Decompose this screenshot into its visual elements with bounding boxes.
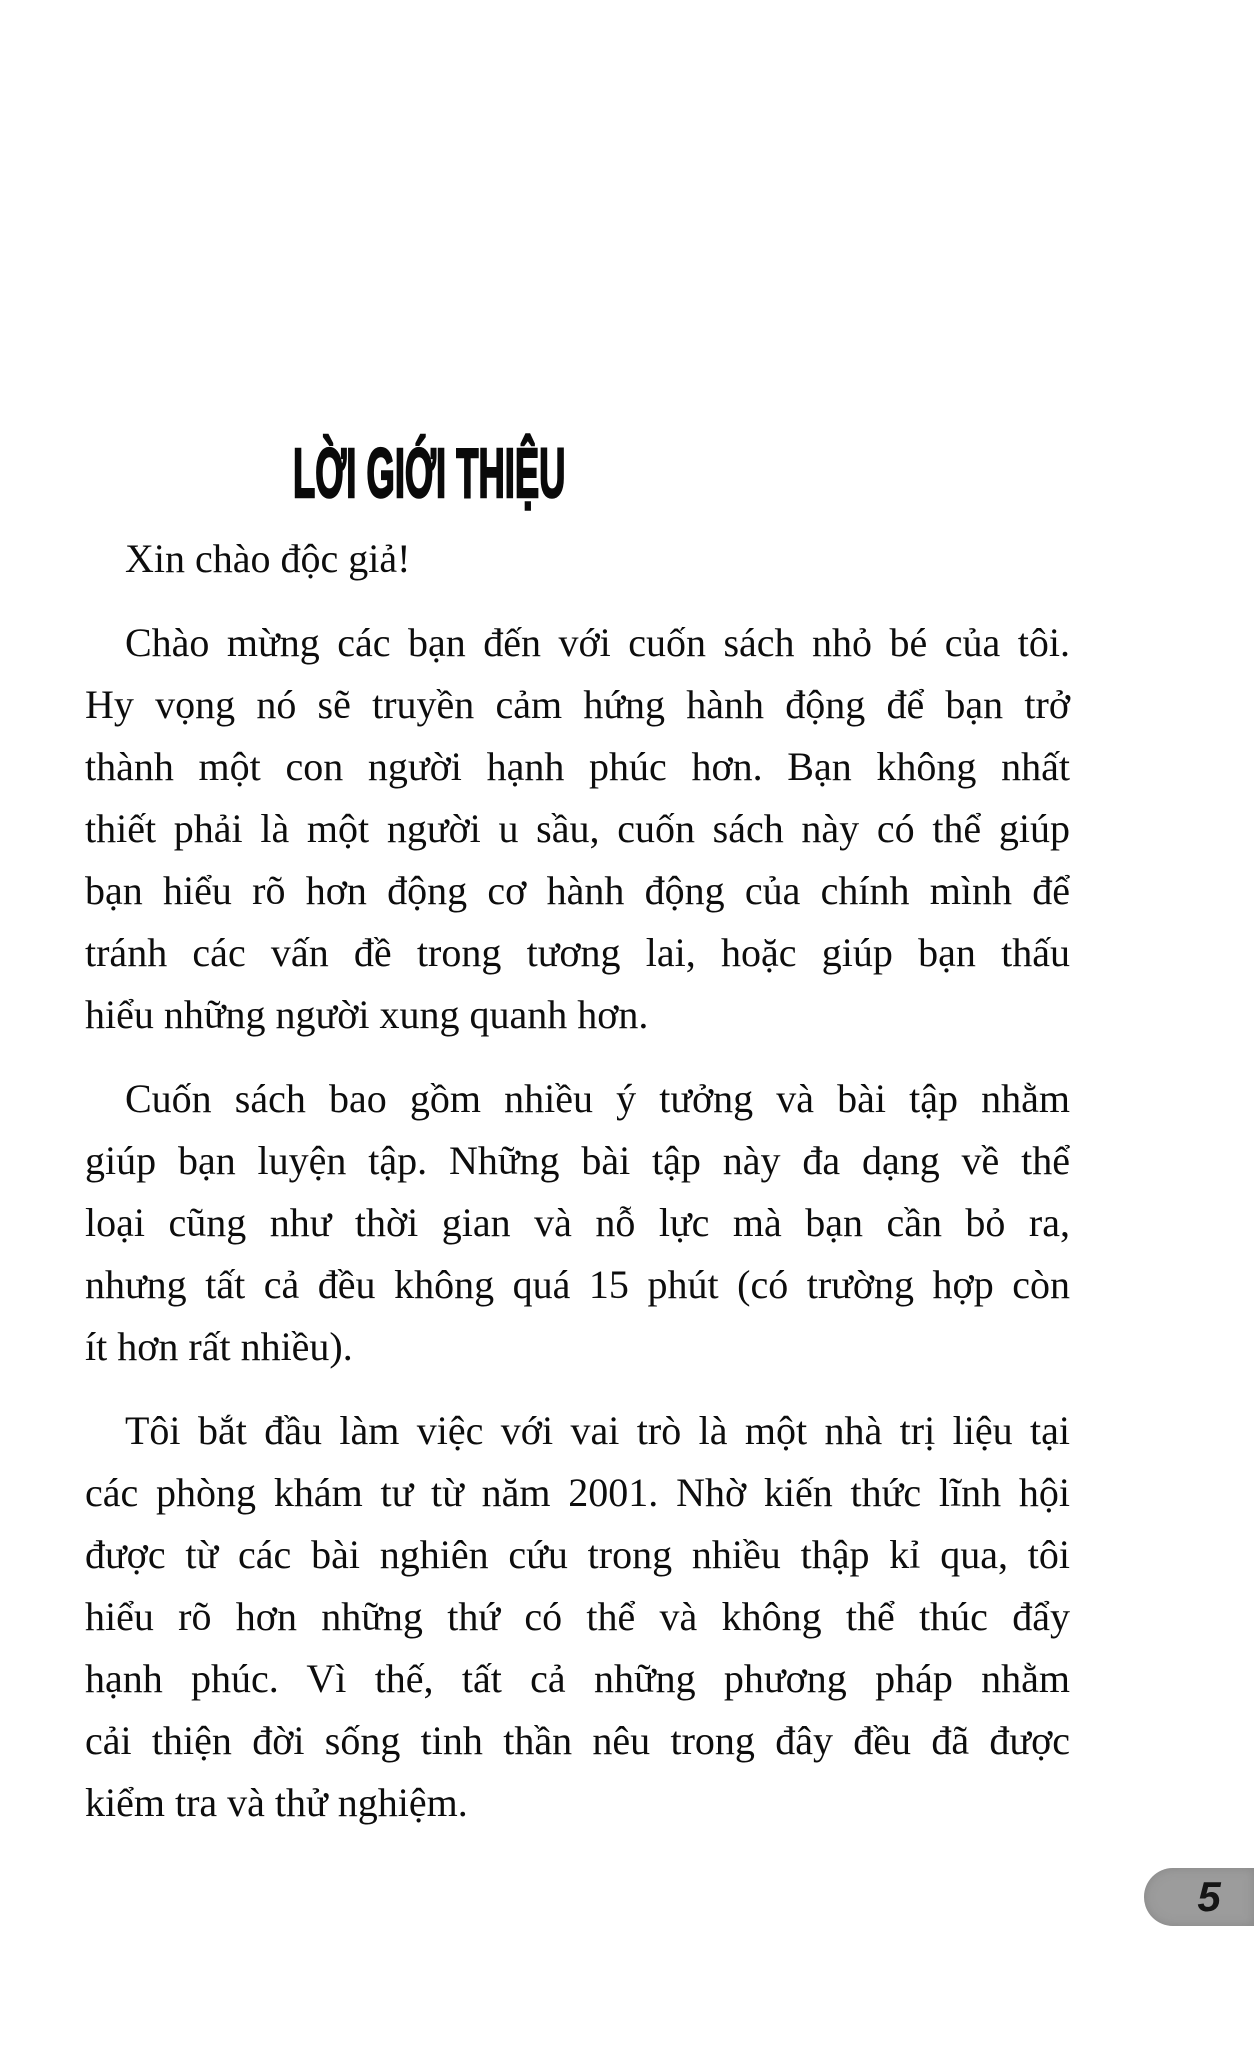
text-line: Xin chào độc giả! <box>125 536 411 581</box>
page-title <box>85 434 1070 512</box>
page-title-text: LỜI GIỚI THIỆU <box>293 434 566 512</box>
paragraph-2 <box>85 1068 1070 1378</box>
page-number: 5 <box>1197 1873 1221 1920</box>
text-line: ít hơn rất nhiều). <box>85 1324 353 1369</box>
body-text <box>85 528 1070 1834</box>
text-line: Chào mừng các bạn đến với cuốn sách nhỏ bé của tôi. <box>125 620 1070 665</box>
text-line: hạnh phúc. Vì thế, tất cả những phương pháp nhằm <box>85 1656 1070 1701</box>
text-line: loại cũng như thời gian và nỗ lực mà bạn cần bỏ ra, <box>85 1200 1070 1245</box>
paragraph-3 <box>85 1400 1070 1834</box>
paragraph-1 <box>85 612 1070 1046</box>
text-line: hiểu những người xung quanh hơn. <box>85 992 649 1037</box>
text-line: hiểu rõ hơn những thứ có thể và không thể thúc đẩy <box>85 1594 1070 1639</box>
text-line: Tôi bắt đầu làm việc với vai trò là một nhà trị liệu tại <box>125 1408 1070 1453</box>
text-line: tránh các vấn đề trong tương lai, hoặc giúp bạn thấu <box>85 930 1070 975</box>
text-line: được từ các bài nghiên cứu trong nhiều thập kỉ qua, tôi <box>85 1532 1070 1577</box>
text-line: kiểm tra và thử nghiệm. <box>85 1780 468 1825</box>
text-line: Cuốn sách bao gồm nhiều ý tưởng và bài tập nhằm <box>125 1076 1070 1121</box>
text-line: giúp bạn luyện tập. Những bài tập này đa dạng về thể <box>85 1138 1070 1183</box>
text-line: thiết phải là một người u sầu, cuốn sách này có thể giúp <box>85 806 1070 851</box>
text-line: nhưng tất cả đều không quá 15 phút (có trường hợp còn <box>85 1262 1070 1307</box>
page-number-tab <box>1144 1868 1254 1926</box>
text-line: các phòng khám tư từ năm 2001. Nhờ kiến thức lĩnh hội <box>85 1470 1070 1515</box>
text-line: bạn hiểu rõ hơn động cơ hành động của chính mình để <box>85 868 1070 913</box>
greeting-paragraph <box>85 528 1070 590</box>
text-line: Hy vọng nó sẽ truyền cảm hứng hành động để bạn trở <box>85 682 1070 727</box>
text-line: thành một con người hạnh phúc hơn. Bạn không nhất <box>85 744 1070 789</box>
text-line: cải thiện đời sống tinh thần nêu trong đây đều đã được <box>85 1718 1070 1763</box>
book-page <box>85 0 1070 1834</box>
